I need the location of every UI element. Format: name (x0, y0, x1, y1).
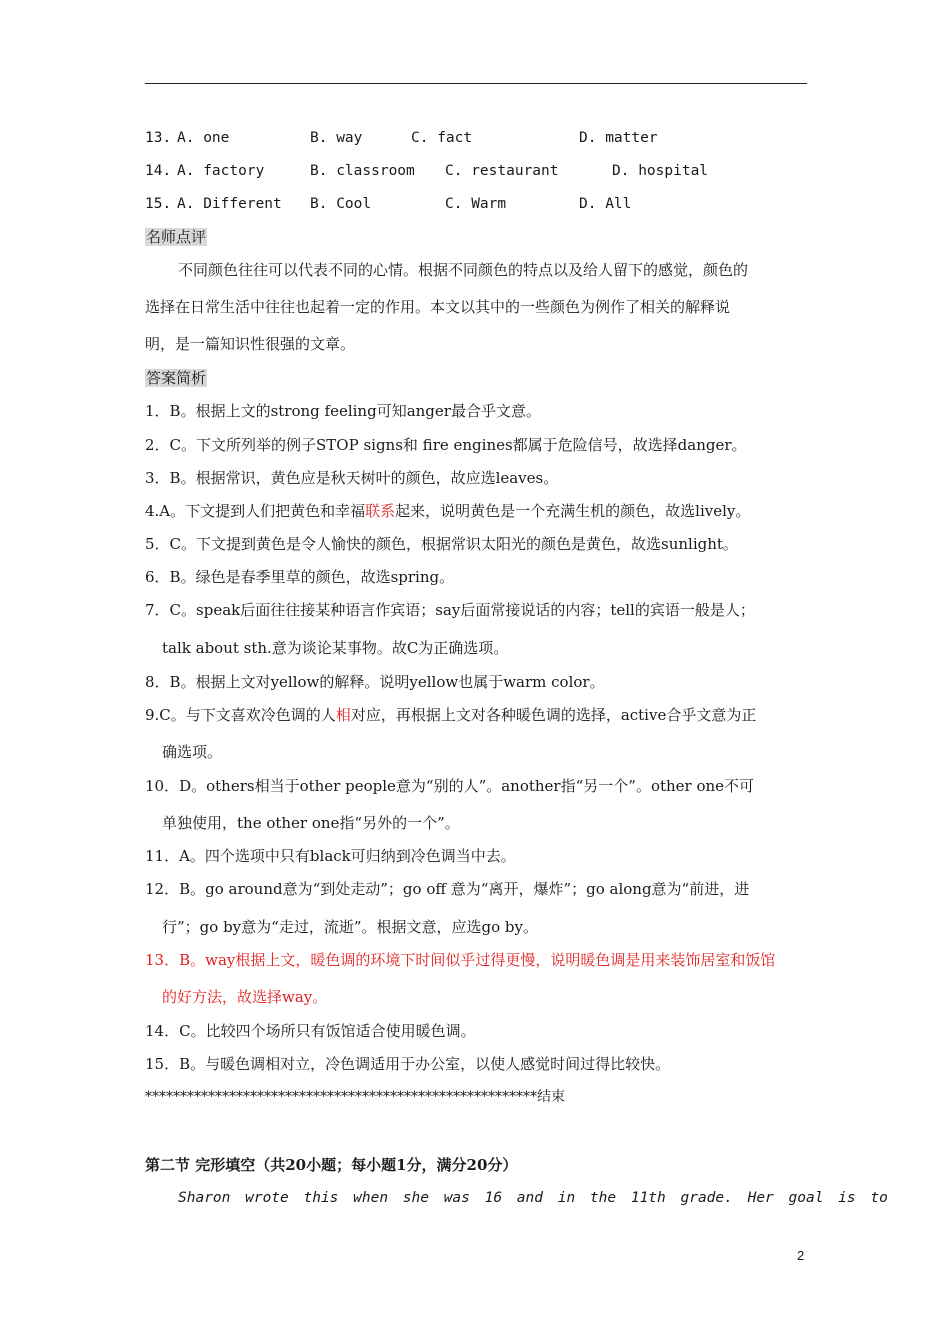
option-d: D. hospital (612, 163, 709, 179)
answer-7: 7．C。speak后面往往接某种语言作宾语；say后面常接说话的内容；tell的宾语一般是人； (145, 601, 755, 619)
option-a: A. one (177, 130, 230, 146)
answer-7-cont: talk about sth.意为谈论某事物。故C为正确选项。 (162, 639, 509, 657)
page-number: 2 (797, 1248, 805, 1263)
question-number: 13. (145, 130, 172, 146)
answer-12-cont: 行”；go by意为“走过，流逝”。根据文意，应选go by。 (162, 918, 538, 936)
passage-start: Sharon wrote this when she was 16 and in the 11th grade. Her goal is to (178, 1190, 888, 1206)
answer-2: 2．C。下文所列举的例子STOP signs和 fire engines都属于危险信号，故选择danger。 (145, 436, 747, 454)
option-d: D. All (579, 196, 632, 212)
option-a: A. Different (177, 196, 282, 212)
comment-line: 明，是一篇知识性很强的文章。 (145, 335, 356, 353)
answers-heading: 答案简析 (146, 369, 207, 387)
answer-11: 11．A。四个选项中只有black可归纳到冷色调当中去。 (145, 847, 516, 865)
comment-heading: 名师点评 (146, 228, 207, 246)
option-c: C. restaurant (445, 163, 559, 179)
answer-13: 13．B。way根据上文，暖色调的环境下时间似乎过得更慢，说明暖色调是用来装饰居室和饭馆 (145, 951, 776, 969)
option-b: B. Cool (310, 196, 372, 212)
section-title: 第二节 完形填空（共20小题；每小题1分，满分20分） (145, 1156, 518, 1174)
answer-15: 15．B。与暖色调相对立，冷色调适用于办公室，以使人感觉时间过得比较快。 (145, 1055, 671, 1073)
answer-8: 8．B。根据上文对yellow的解释。说明yellow也属于warm color。 (145, 673, 605, 691)
answer-14: 14．C。比较四个场所只有饭馆适合使用暖色调。 (145, 1022, 476, 1040)
option-c: C. fact (411, 130, 473, 146)
answer-10-cont: 单独使用，the other one指“另外的一个”。 (162, 814, 460, 832)
answer-3: 3．B。根据常识，黄色应是秋天树叶的颜色，故应选leaves。 (145, 469, 559, 487)
question-number: 15. (145, 196, 172, 212)
option-b: B. way (310, 130, 363, 146)
option-c: C. Warm (445, 196, 507, 212)
answer-6: 6．B。绿色是春季里草的颜色，故选spring。 (145, 568, 455, 586)
answer-1: 1．B。根据上文的strong feeling可知anger最合乎文意。 (145, 402, 541, 420)
option-d: D. matter (579, 130, 658, 146)
answer-13-cont: 的好方法，故选择way。 (162, 988, 328, 1006)
answer-9-cont: 确选项。 (162, 743, 223, 761)
comment-line: 不同颜色往往可以代表不同的心情。根据不同颜色的特点以及给人留下的感觉，颜色的 (178, 261, 749, 279)
header-rule (145, 83, 807, 84)
answer-9: 9.C。与下文喜欢冷色调的人相对应，再根据上文对各种暖色调的选择，active合乎文意为正 (145, 706, 757, 724)
answer-12: 12．B。go around意为“到处走动”；go off 意为“离开，爆炸”；go along意为“前进，进 (145, 880, 750, 898)
answer-4: 4.A。下文提到人们把黄色和幸福联系起来，说明黄色是一个充满生机的颜色，故选lively。 (145, 502, 751, 520)
end-marker: ********************************************************结束 (145, 1089, 565, 1105)
comment-line: 选择在日常生活中往往也起着一定的作用。本文以其中的一些颜色为例作了相关的解释说 (145, 298, 731, 316)
answer-5: 5．C。下文提到黄色是令人愉快的颜色，根据常识太阳光的颜色是黄色，故选sunlight。 (145, 535, 738, 553)
option-b: B. classroom (310, 163, 415, 179)
answer-10: 10．D。others相当于other people意为“别的人”。another指“另一个”。other one不可 (145, 777, 755, 795)
option-a: A. factory (177, 163, 265, 179)
question-number: 14. (145, 163, 172, 179)
